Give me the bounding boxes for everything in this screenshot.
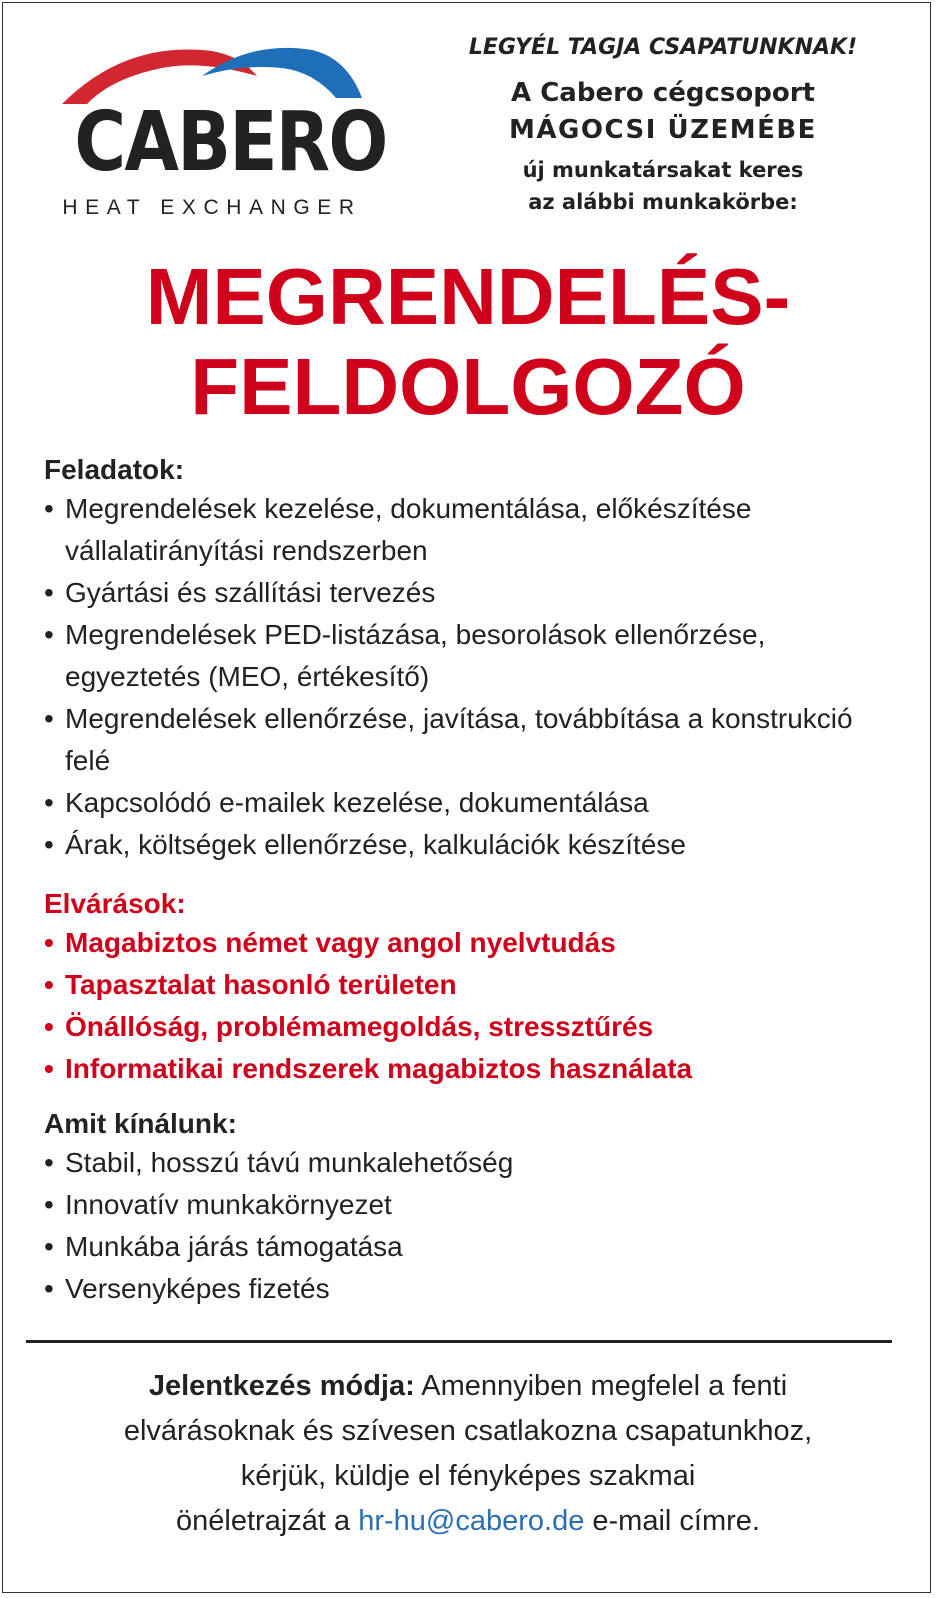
- apply-text5: e-mail címre.: [584, 1505, 760, 1537]
- header-position-intro: az alábbi munkakörbe:: [528, 190, 798, 214]
- list-item: • Megrendelések ellenőrzése, javítása, továbbítása a konstrukció felé: [44, 698, 904, 782]
- offer-heading: Amit kínálunk:: [44, 1108, 237, 1139]
- header-seeking: új munkatársakat keres: [522, 158, 804, 182]
- list-item: • Árak, költségek ellenőrzése, kalkulációk készítése: [44, 824, 904, 866]
- requirements-list: [44, 922, 904, 1090]
- list-item: • Megrendelések PED-listázása, besorolások ellenőrzése, egyeztetés (MEO, értékesítő): [44, 614, 904, 698]
- job-title-line1: MEGRENDELÉS-: [145, 252, 791, 341]
- list-item: • Munkába járás támogatása: [44, 1226, 904, 1268]
- apply-line1: [20, 1364, 916, 1409]
- header-site: MÁGOCSI ÜZEMÉBE: [509, 115, 817, 145]
- tasks-list: [44, 488, 904, 866]
- offer-list: [44, 1142, 904, 1310]
- list-item: • Gyártási és szállítási tervezés: [44, 572, 904, 614]
- requirements-heading: Elvárások:: [44, 888, 186, 919]
- list-item: • Megrendelések kezelése, dokumentálása, előkészítése vállalatirányítási rendszerben: [44, 488, 904, 572]
- list-item: • Magabiztos német vagy angol nyelvtudás: [44, 922, 904, 964]
- list-item: • Innovatív munkakörnyezet: [44, 1184, 904, 1226]
- tasks-section: [44, 452, 904, 866]
- list-item: • Kapcsolódó e-mailek kezelése, dokumentálása: [44, 782, 904, 824]
- apply-text4: önéletrajzát a: [176, 1505, 359, 1537]
- job-title: [0, 252, 936, 432]
- divider: [26, 1340, 892, 1343]
- logo-wordmark: CABERO: [74, 95, 387, 190]
- apply-line2: elvárásoknak és szívesen csatlakozna csapatunkhoz,: [123, 1415, 813, 1447]
- list-item: • Informatikai rendszerek magabiztos használata: [44, 1048, 904, 1090]
- main-content: [44, 452, 904, 1310]
- job-title-line2: FELDOLGOZÓ: [190, 342, 746, 431]
- tasks-heading: Feladatok:: [44, 454, 185, 485]
- email-link[interactable]: hr-hu@cabero.de: [358, 1505, 585, 1537]
- apply-line4: [20, 1499, 916, 1544]
- requirements-section: [44, 886, 904, 1090]
- header-block: [420, 32, 906, 218]
- offer-section: [44, 1106, 904, 1310]
- header-company: A Cabero cégcsoport: [511, 78, 815, 108]
- apply-line3: kérjük, küldje el fényképes szakmai: [240, 1460, 696, 1492]
- logo-subtitle: HEAT EXCHANGER: [62, 196, 362, 219]
- header-slogan: LEGYÉL TAGJA CSAPATUNKNAK!: [468, 35, 858, 60]
- list-item: • Önállóság, problémamegoldás, stressztűrés: [44, 1006, 904, 1048]
- list-item: • Tapasztalat hasonló területen: [44, 964, 904, 1006]
- apply-label: Jelentkezés módja:: [148, 1370, 415, 1402]
- list-item: • Versenyképes fizetés: [44, 1268, 904, 1310]
- application-info: [20, 1364, 916, 1544]
- list-item: • Stabil, hosszú távú munkalehetőség: [44, 1142, 904, 1184]
- apply-text1: Amennyiben megfelel a fenti: [414, 1370, 788, 1402]
- cabero-logo: [52, 46, 387, 226]
